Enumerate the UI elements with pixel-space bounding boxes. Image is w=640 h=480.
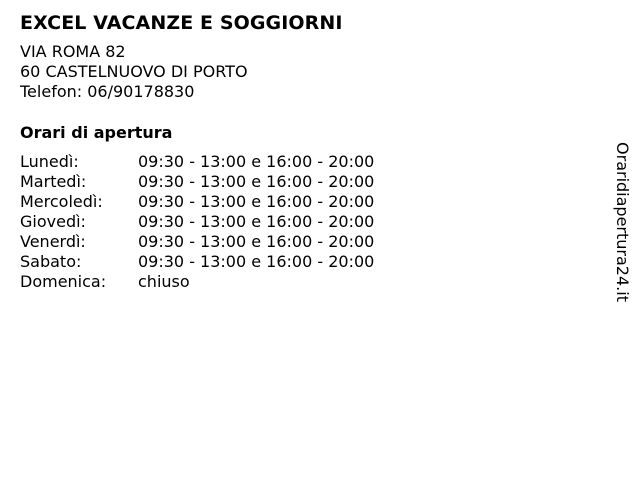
business-card [20, 10, 580, 292]
hours-value: 09:30 - 13:00 e 16:00 - 20:00 [138, 212, 375, 231]
hours-row-sunday [20, 272, 580, 292]
hours-row-monday [20, 152, 580, 172]
hours-value: 09:30 - 13:00 e 16:00 - 20:00 [138, 192, 375, 211]
hours-value: 09:30 - 13:00 e 16:00 - 20:00 [138, 252, 375, 271]
phone-number: Telefon: 06/90178830 [20, 82, 195, 101]
opening-hours-heading: Orari di apertura [20, 123, 173, 142]
day-label: Venerdì: [20, 232, 86, 251]
site-watermark: Oraridiapertura24.it [613, 142, 632, 302]
hours-row-friday [20, 232, 580, 252]
day-label: Giovedì: [20, 212, 86, 231]
day-label: Lunedì: [20, 152, 79, 171]
day-label: Domenica: [20, 272, 107, 291]
business-name: EXCEL VACANZE E SOGGIORNI [20, 12, 343, 34]
address-block [20, 42, 580, 102]
hours-value: 09:30 - 13:00 e 16:00 - 20:00 [138, 232, 375, 251]
hours-value: 09:30 - 13:00 e 16:00 - 20:00 [138, 172, 375, 191]
hours-row-saturday [20, 252, 580, 272]
day-label: Mercoledì: [20, 192, 103, 211]
opening-hours-table [20, 152, 580, 292]
day-label: Sabato: [20, 252, 82, 271]
hours-value: 09:30 - 13:00 e 16:00 - 20:00 [138, 152, 375, 171]
hours-row-wednesday [20, 192, 580, 212]
hours-row-tuesday [20, 172, 580, 192]
hours-value: chiuso [138, 272, 190, 291]
street-address: VIA ROMA 82 [20, 42, 126, 61]
city-address: 60 CASTELNUOVO DI PORTO [20, 62, 248, 81]
hours-row-thursday [20, 212, 580, 232]
day-label: Martedì: [20, 172, 87, 191]
